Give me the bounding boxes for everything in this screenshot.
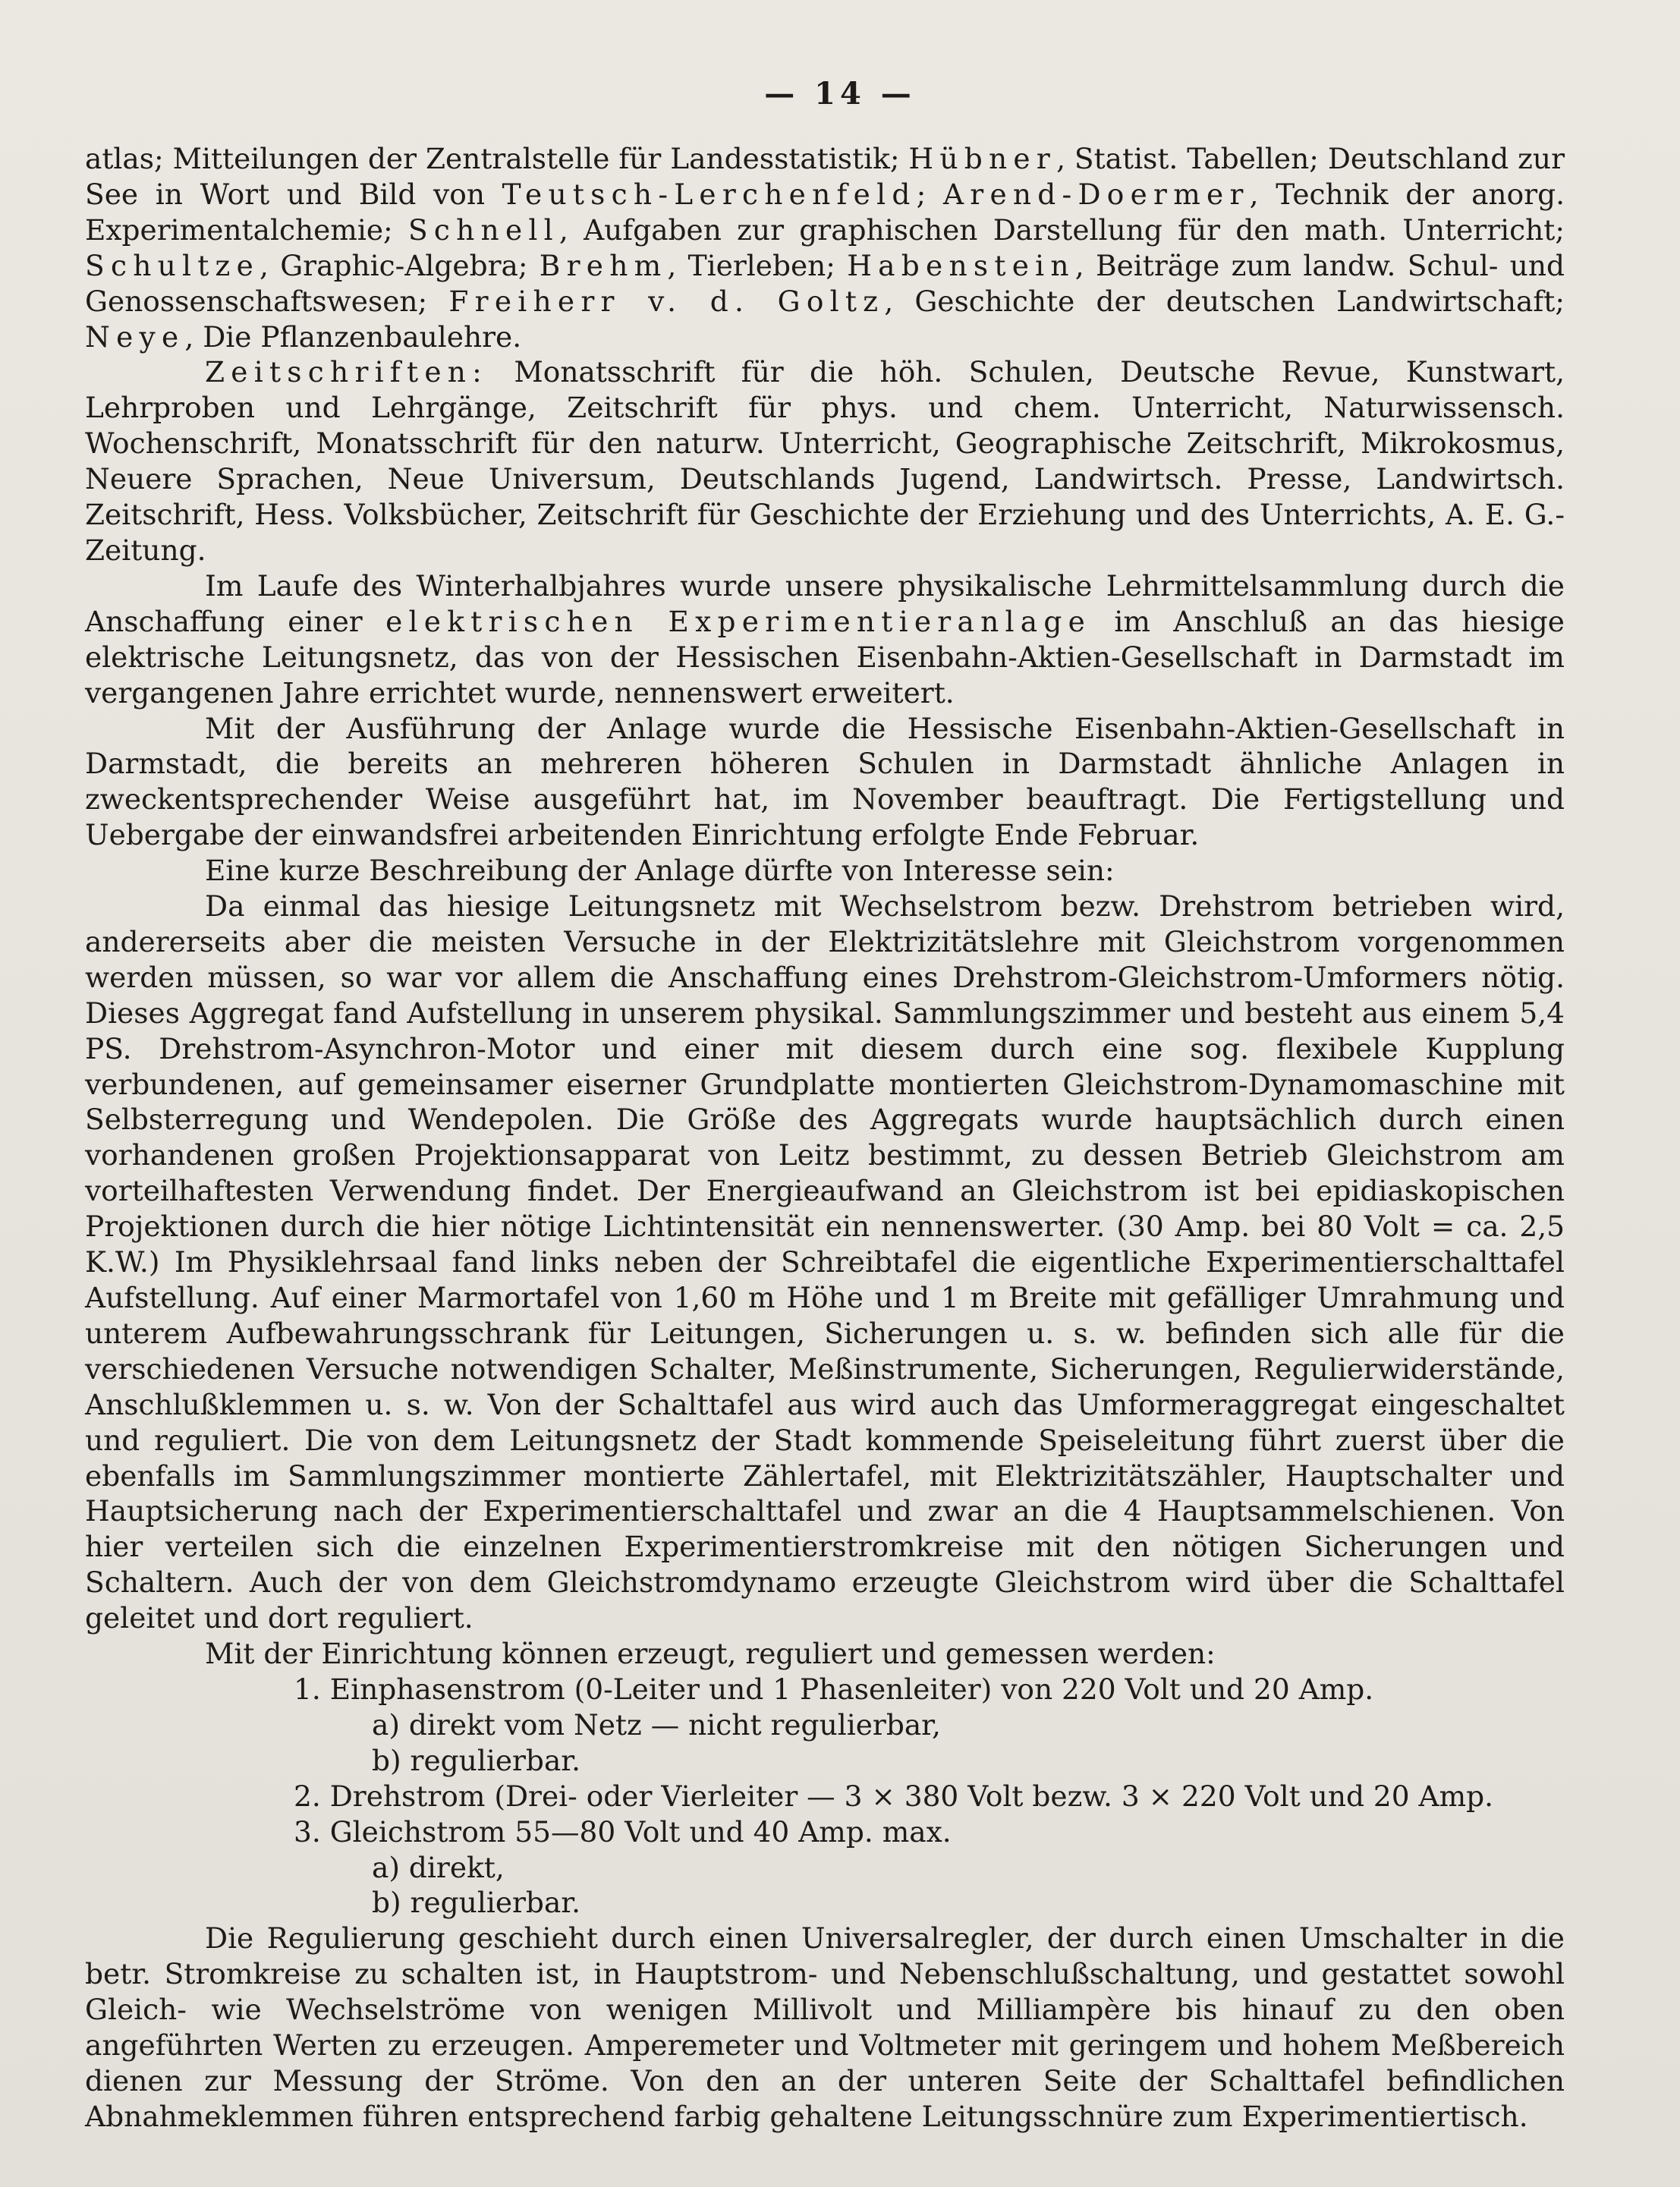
list-item: 2. Drehstrom (Drei- oder Vierleiter — 3 × 380 Volt bezw. 3 × 220 Volt und 20 Amp.	[294, 1779, 1494, 1813]
author-name: Freiherr v. d. Goltz	[448, 284, 885, 318]
text-run: , Tierleben;	[667, 248, 848, 282]
text-run: , Geschichte der deutschen Landwirtschaft;	[884, 284, 1565, 318]
section-heading: Zeitschriften:	[205, 355, 489, 389]
system-description-paragraph: Da einmal das hiesige Leitungsnetz mit Wechselstrom bezw. Drehstrom betrieben wird, andererseits aber die meisten Versuche in der Elektrizitätslehre mit Gleichstrom vorgenommen werden müssen, so war vor allem die Anschaffung eines Drehstrom-Gleichstrom-Umformers nötig. Dieses Aggregat fand Aufstellung in unserem physikal. Sammlungszimmer und besteht aus einem 5,4 PS. Drehstrom-Asynchron-Motor und einer mit diesem durch eine sog. flexibele Kupplung verbundenen, auf gemeinsamer eiserner Grundplatte montierten Gleichstrom-Dynamomaschine mit Selbsterregung und Wendepolen. Die Größe des Aggregats wurde hauptsächlich durch einen vorhandenen großen Projektionsapparat von Leitz bestimmt, zu dessen Betrieb Gleichstrom am vorteilhaftesten Verwendung findet. Der Energieaufwand an Gleichstrom ist bei epidiaskopischen Projektionen durch die hier nötige Lichtintensität ein nennenswerter. (30 Amp. bei 80 Volt = ca. 2,5 K.W.) Im Physiklehrsaal fand links neben der Schreibtafel die eigentliche Experimentierschalttafel Aufstellung. Auf einer Marmortafel von 1,60 m Höhe und 1 m Breite mit gefälliger Umrahmung und unterem Aufbewahrungsschrank für Leitungen, Sicherungen u. s. w. befinden sich alle für die verschiedenen Versuche notwendigen Schalter, Meßinstrumente, Sicherungen, Regulierwiderstände, Anschlußklemmen u. s. w. Von der Schalttafel aus wird auch das Umformeraggregat eingeschaltet und reguliert. Die von dem Leitungsnetz der Stadt kommende Speiseleitung führt zuerst über die ebenfalls im Sammlungszimmer montierte Zählertafel, mit Elektrizitätszähler, Hauptschalter und Hauptsicherung nach der Experimentierschalttafel und zwar an die 4 Hauptsammelschienen. Von hier verteilen sich die einzelnen Experimentierstromkreise mit den nötigen Sicherungen und Schaltern. Auch der von dem Gleichstromdynamo erzeugte Gleichstrom wird über die Schalttafel geleitet und dort reguliert.	[85, 889, 1565, 1635]
description-intro-paragraph: Eine kurze Beschreibung der Anlage dürfte von Interesse sein:	[205, 854, 1115, 888]
text-run: Monatsschrift für die höh. Schulen, Deutsche Revue, Kunstwart, Lehrproben und Lehrgänge, Zeitschrift für phys. und chem. Unterricht, Naturwissensch. Wochenschrift, Monatsschrift für den naturw. Unterricht, Geographische Zeitschrift, Mikrokosmus, Neuere Sprachen, Neue Universum, Deutschlands Jugend, Landwirtsch. Presse, Landwirtsch. Zeitschrift, Hess. Volksbücher, Zeitschrift für Geschichte der Erziehung und des Unterrichts, A. E. G.-Zeitung.	[85, 355, 1565, 567]
list-item: 3. Gleichstrom 55—80 Volt und 40 Amp. max.	[294, 1814, 952, 1849]
book-list-paragraph	[85, 141, 1565, 354]
current-types-list	[85, 1672, 1565, 1921]
execution-paragraph: Mit der Ausführung der Anlage wurde die Hessische Eisenbahn-Aktien-Gesellschaft in Darmstadt, die bereits an mehreren höheren Schulen in Darmstadt ähnliche Anlagen in zweckentsprechender Weise ausgeführt hat, im November beauftragt. Die Fertigstellung und Uebergabe der einwandsfrei arbeitenden Einrichtung erfolgte Ende Februar.	[85, 711, 1565, 852]
text-run: atlas; Mitteilungen der Zentralstelle für Landesstatistik;	[85, 142, 909, 175]
text-run: , Aufgaben zur graphischen Darstellung für den math. Unterricht;	[558, 212, 1565, 247]
author-name: Arend-Doermer	[942, 177, 1250, 211]
author-name: Teutsch-Lerchenfeld	[502, 177, 917, 211]
regulation-paragraph: Die Regulierung geschieht durch einen Universalregler, der durch einen Umschalter in die betr. Stromkreise zu schalten ist, in Hauptstrom- und Nebenschlußschaltung, und gestattet sowohl Gleich- wie Wechselströme von wenigen Millivolt und Milliampère bis hinauf zu den oben angeführten Werten zu erzeugen. Amperemeter und Voltmeter mit geringem und hohem Meßbereich dienen zur Messung der Ströme. Von den an der unteren Seite der Schalttafel befindlichen Abnahmeklemmen führen entsprechend farbig gehaltene Leitungsschnüre zum Experimentiertisch.	[85, 1921, 1565, 2133]
text-run: , Graphic-Algebra;	[260, 248, 540, 282]
author-name: Neye	[85, 319, 185, 354]
list-subitem: a) direkt,	[372, 1850, 505, 1884]
list-subitem: b) regulierbar.	[372, 1743, 581, 1777]
page-number: — 14 —	[764, 76, 916, 112]
capabilities-intro-paragraph: Mit der Einrichtung können erzeugt, reguliert und gemessen werden:	[205, 1637, 1216, 1671]
text-run: , Technik der anorg. Experimentalchemie;	[85, 177, 1565, 247]
text-run: , Die Pflanzenbaulehre.	[184, 319, 522, 354]
author-name: Schnell	[407, 212, 559, 247]
author-name: Schultze	[85, 248, 260, 282]
journals-paragraph	[85, 354, 1565, 568]
emphasized-term: elektrischen Experimentieranlage	[385, 604, 1092, 638]
experiment-system-paragraph	[85, 568, 1565, 711]
page-body	[85, 141, 1565, 2135]
author-name: Brehm	[539, 248, 668, 282]
text-run: , Beiträge zum landw. Schul- und Genossenschaftswesen;	[85, 248, 1565, 318]
list-subitem: a) direkt vom Netz — nicht regulierbar,	[372, 1707, 941, 1742]
text-run: im Anschluß an das hiesige elektrische Leitungsnetz, das von der Hessischen Eisenbahn-Aktien-Gesellschaft in Darmstadt im vergangenen Jahre errichtet wurde, nennenswert erweitert.	[85, 604, 1565, 710]
text-run: , Statist. Tabellen; Deutschland zur See in Wort und Bild von	[85, 142, 1565, 211]
author-name: Habenstein	[847, 248, 1075, 282]
list-subitem: b) regulierbar.	[372, 1886, 581, 1920]
author-name: Hübner	[908, 142, 1057, 175]
text-run: Im Laufe des Winterhalbjahres wurde unsere physikalische Lehrmittelsammlung durch die Anschaffung einer	[85, 568, 1565, 638]
text-run: ;	[916, 177, 943, 211]
list-item: 1. Einphasenstrom (0-Leiter und 1 Phasenleiter) von 220 Volt und 20 Amp.	[294, 1672, 1374, 1706]
